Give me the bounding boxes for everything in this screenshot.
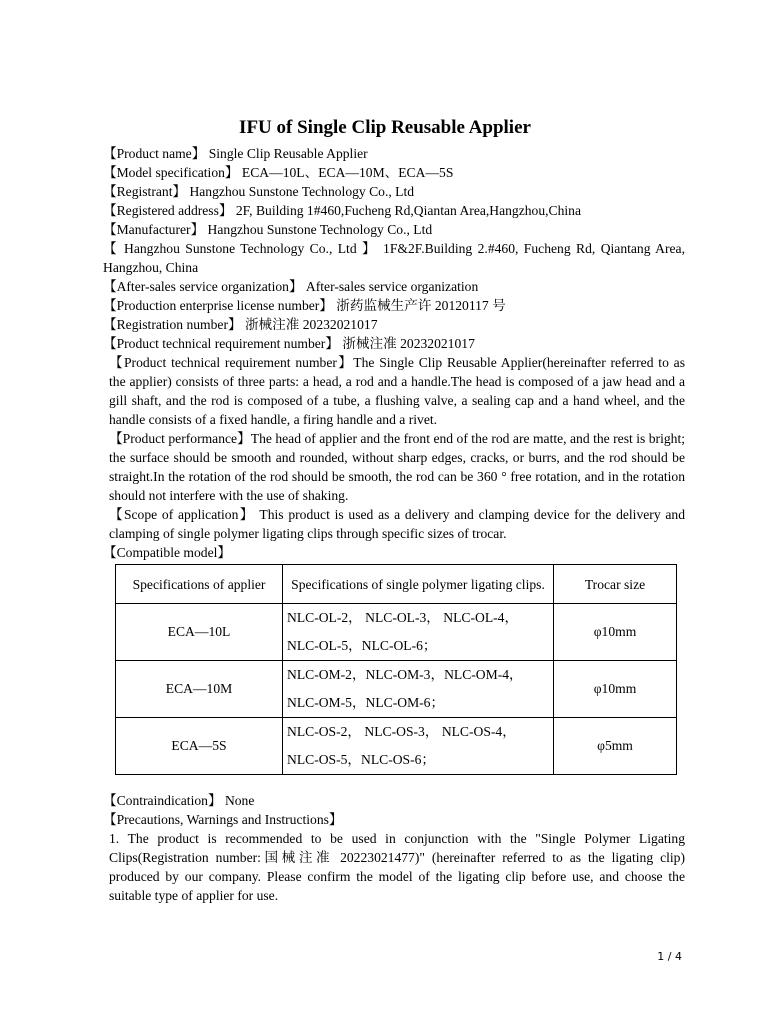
field-production-license: 【Production enterprise license number】 浙药监械生产许 20120117 号 [103, 298, 506, 313]
clips-line: NLC-OM-2，NLC-OM-3，NLC-OM-4， [287, 667, 523, 682]
field-contraindication: 【Contraindication】 None [103, 793, 255, 808]
field-after-sales: 【After-sales service organization】 After-sales service organization [103, 279, 479, 294]
field-tech-requirement-number: 【Product technical requirement number】 浙械注准 20232021017 [103, 336, 475, 351]
field-tech-requirement-description: 【Product technical requirement number】The Single Clip Reusable Applier(hereinafter referred to as the applier) consists of three parts: a head, a rod and a handle.The head is composed of a jaw head and a gill shaft, and the rod is composed of a tube, a flushing valve, a sealing cap and a hand wheel, and the handle consists of a fixed handle, a firing handle and a rivet. [109, 355, 685, 427]
table-header-cell: Trocar size [554, 565, 677, 604]
table-cell-clips [283, 661, 554, 718]
field-precautions-heading: 【Precautions, Warnings and Instructions】 [103, 812, 343, 827]
field-product-performance: 【Product performance】The head of applier and the front end of the rod are matte, and the rest is bright; the surface should be smooth and rounded, without sharp edges, cracks, or burrs, and the rod should be straight.In the rotation of the rod should be smooth, the rod can be 360 ° free rotation, and in the rotation should not interfere with the use of shaking. [109, 431, 685, 503]
table-header-cell: Specifications of applier [116, 565, 283, 604]
document-title: IFU of Single Clip Reusable Applier [239, 117, 531, 138]
table-cell-clips [283, 718, 554, 775]
field-manufacturer: 【Manufacturer】 Hangzhou Sunstone Technology Co., Ltd [103, 222, 433, 237]
table-row [116, 718, 677, 775]
field-registrant: 【Registrant】 Hangzhou Sunstone Technology Co., Ltd [103, 184, 415, 199]
compatibility-table [115, 564, 677, 775]
table-cell-model: ECA—10L [116, 604, 283, 661]
field-registered-address: 【Registered address】 2F, Building 1#460,Fucheng Rd,Qiantan Area,Hangzhou,China [103, 203, 582, 218]
clips-line: NLC-OS-2， NLC-OS-3， NLC-OS-4， [287, 724, 516, 739]
field-manufacturer-address: 【 Hangzhou Sunstone Technology Co., Ltd 】 1F&2F.Building 2.#460, Fucheng Rd, Qiantang Area, Hangzhou, China [103, 241, 685, 275]
table-row [116, 661, 677, 718]
clips-line: NLC-OL-2， NLC-OL-3， NLC-OL-4， [287, 610, 519, 625]
field-model-specification: 【Model specification】 ECA—10L、ECA—10M、ECA—5S [103, 165, 454, 180]
document-body [103, 144, 685, 905]
table-cell-trocar: φ5mm [554, 718, 677, 775]
clips-line: NLC-OL-5，NLC-OL-6； [287, 638, 437, 653]
table-header-row [116, 565, 677, 604]
table-cell-trocar: φ10mm [554, 604, 677, 661]
table-cell-trocar: φ10mm [554, 661, 677, 718]
clips-line: NLC-OS-5，NLC-OS-6； [287, 752, 436, 767]
page-number: 1 / 4 [657, 950, 682, 963]
table-cell-model: ECA—5S [116, 718, 283, 775]
table-header-cell: Specifications of single polymer ligating clips. [283, 565, 554, 604]
precaution-item-1: 1. The product is recommended to be used in conjunction with the "Single Polymer Ligating Clips(Registration number:国械注准 20223021477)" (hereinafter referred to as the ligating clip) produced by our company. Please confirm the model of the ligating clip before use, and choose the suitable type of applier for use. [109, 831, 685, 903]
after-table-section [103, 791, 685, 905]
field-compatible-model: 【Compatible model】 [103, 545, 231, 560]
table-row [116, 604, 677, 661]
field-scope-of-application: 【Scope of application】 This product is used as a delivery and clamping device for the delivery and clamping of single polymer ligating clips through specific sizes of trocar. [109, 507, 685, 541]
table-cell-model: ECA—10M [116, 661, 283, 718]
clips-line: NLC-OM-5，NLC-OM-6； [287, 695, 445, 710]
table-cell-clips [283, 604, 554, 661]
field-product-name: 【Product name】 Single Clip Reusable Applier [103, 146, 368, 161]
field-registration-number: 【Registration number】 浙械注准 20232021017 [103, 317, 378, 332]
